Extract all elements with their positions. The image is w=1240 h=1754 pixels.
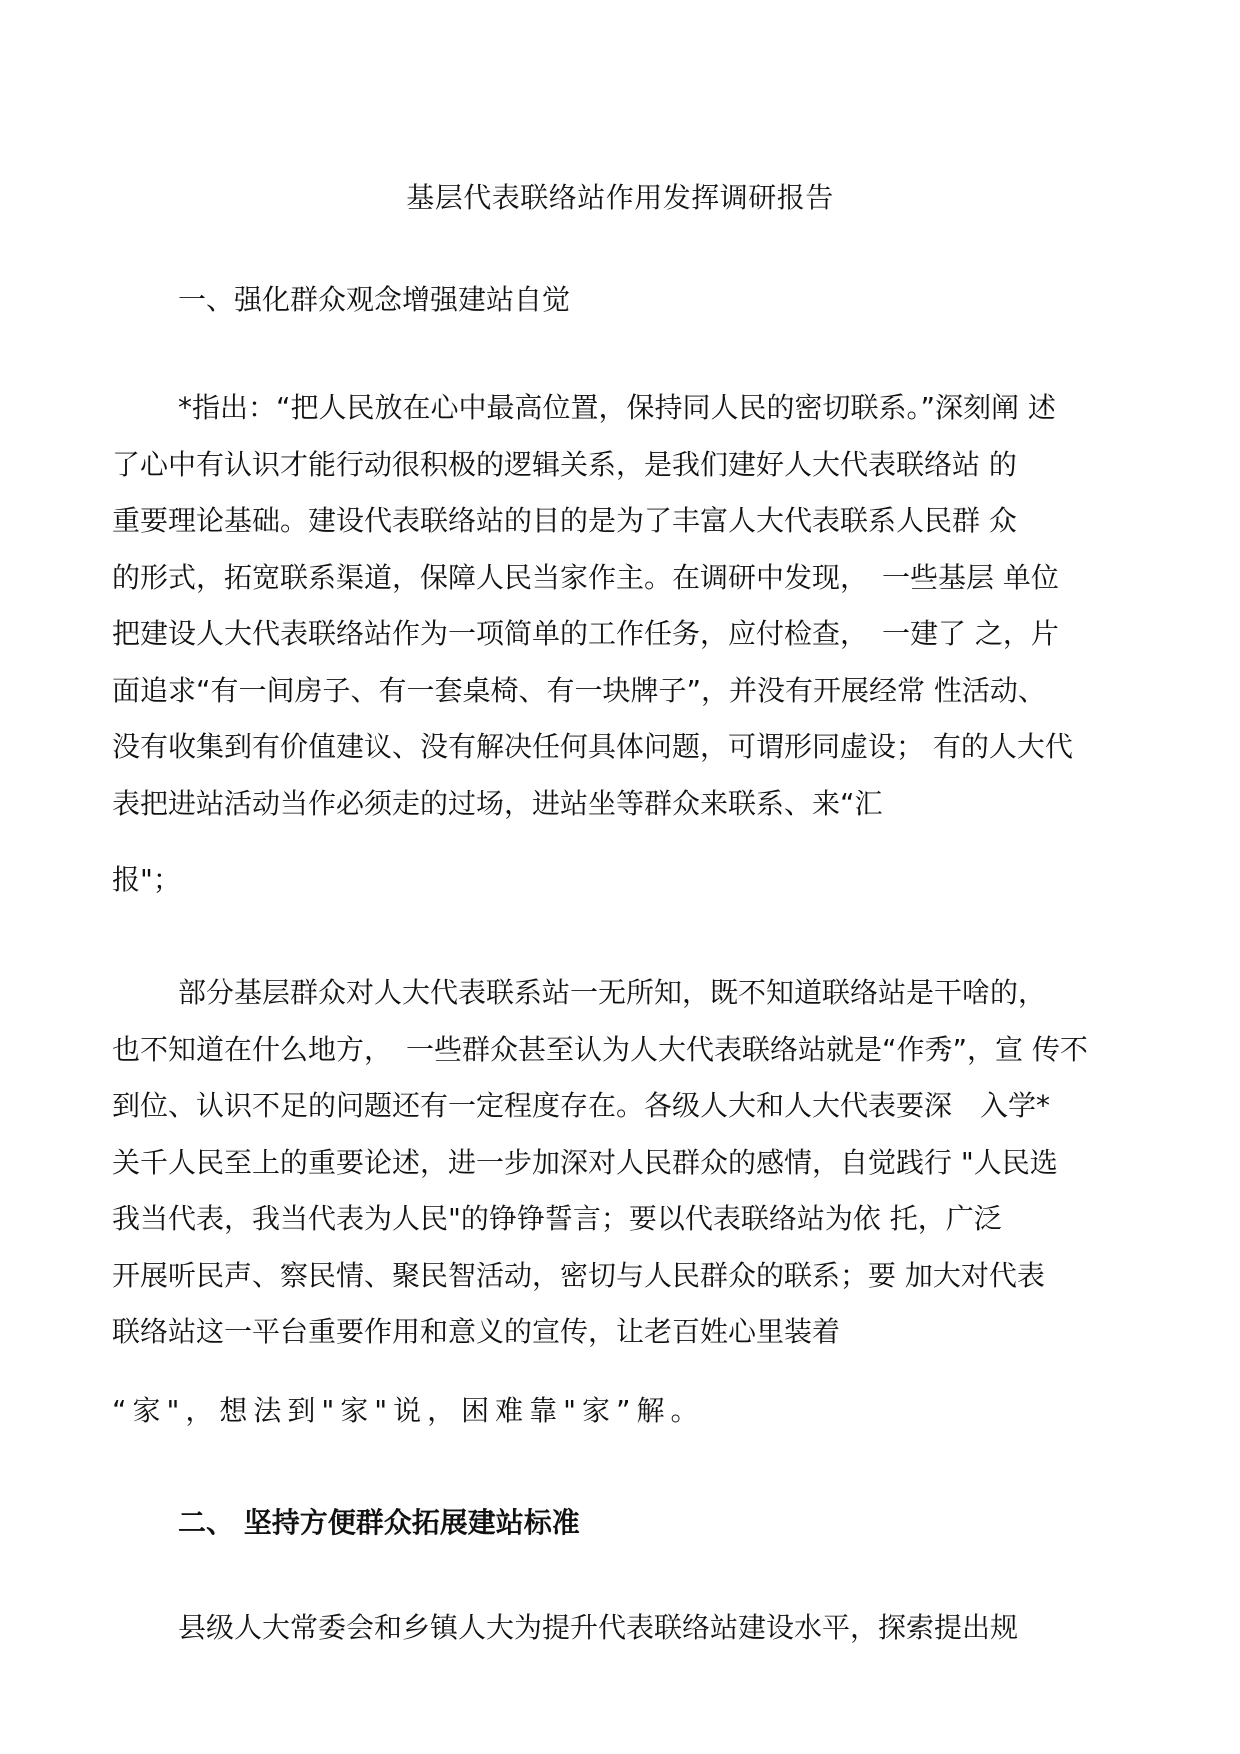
document-title: 基层代表联络站作用发挥调研报告 bbox=[406, 181, 834, 214]
paragraph-line: 面追求“有一间房子、有一套桌椅、有一块牌子”，并没有开展经常 性活动、 bbox=[112, 673, 1046, 707]
paragraph-line: 没有收集到有价值建议、没有解决任何具体问题，可谓形同虚设； 有的人大代 bbox=[112, 730, 1073, 763]
section-heading-1: 一、强化群众观念增强建站自觉 bbox=[178, 283, 571, 316]
paragraph-3 bbox=[112, 1600, 1136, 1657]
paragraph-1 bbox=[112, 380, 1136, 832]
paragraph-1-tail: 报"； bbox=[112, 863, 181, 896]
paragraph-line: 到位、认识不足的问题还有一定程度存在。各级人大和人大代表要深 入学* bbox=[112, 1089, 1051, 1122]
paragraph-2 bbox=[112, 965, 1136, 1361]
paragraph-line: 开展听民声、察民情、聚民智活动，密切与人民群众的联系；要 加大对代表 bbox=[112, 1258, 1045, 1292]
paragraph-line: 部分基层群众对人大代表联系站一无所知，既不知道联络站是干啥的， bbox=[178, 976, 1047, 1009]
paragraph-line: 了心中有认识才能行动很积极的逻辑关系，是我们建好人大代表联络站 的 bbox=[112, 447, 1017, 481]
paragraph-line: 表把进站活动当作必须走的过场，进站坐等群众来联系、来“汇 bbox=[112, 786, 883, 820]
paragraph-2-tail: “家"，想法到"家"说，困难靠"家”解。 bbox=[112, 1394, 705, 1427]
paragraph-line: 重要理论基础。建设代表联络站的目的是为了丰富人大代表联系人民群 众 bbox=[112, 504, 1017, 537]
paragraph-line: 把建设人大代表联络站作为一项简单的工作任务，应付检查， 一建了 之，片 bbox=[112, 617, 1059, 650]
paragraph-line: *指出：“把人民放在心中最高位置，保持同人民的密切联系。”深刻阐 述 bbox=[178, 391, 1056, 424]
paragraph-line: 联络站这一平台重要作用和意义的宣传，让老百姓心里装着 bbox=[112, 1315, 841, 1348]
paragraph-line: 的形式，拓宽联系渠道，保障人民当家作主。在调研中发现， 一些基层 单位 bbox=[112, 560, 1059, 594]
paragraph-line: 县级人大常委会和乡镇人大为提升代表联络站建设水平，探索提出规 bbox=[178, 1611, 1019, 1644]
section-heading-2: 二、 坚持方便群众拓展建站标准 bbox=[178, 1506, 580, 1539]
paragraph-line: 我当代表，我当代表为人民"的铮铮誓言；要以代表联络站为依 托，广泛 bbox=[112, 1202, 1002, 1235]
paragraph-line: 关千人民至上的重要论述，进一步加深对人民群众的感情，自觉践行 "人民选 bbox=[112, 1145, 1058, 1179]
paragraph-line: 也不知道在什么地方， 一些群众甚至认为人大代表联络站就是“作秀”，宣 传不 bbox=[112, 1032, 1088, 1066]
